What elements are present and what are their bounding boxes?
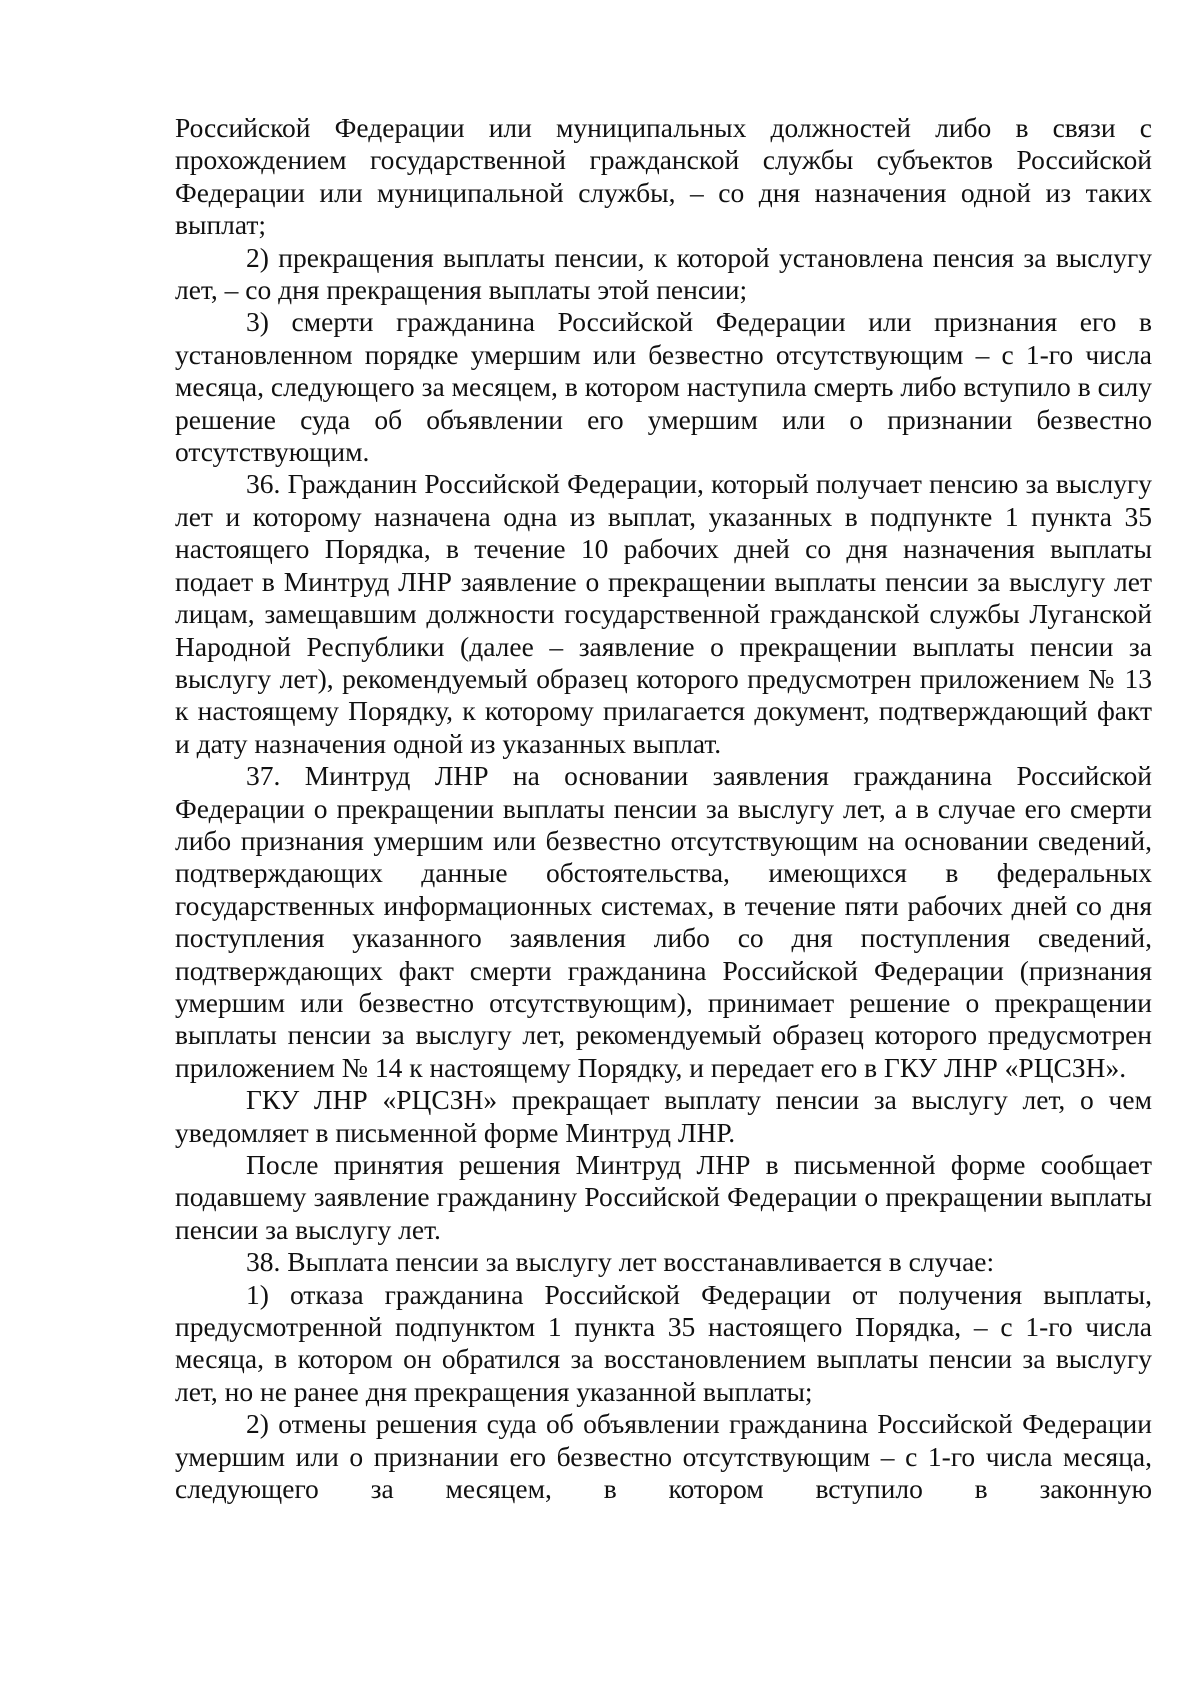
paragraph-mintrud-notice: После принятия решения Минтруд ЛНР в письменной форме сообщает подавшему заявление гражданину Российской Федерации о прекращении выплаты пенсии за выслугу лет. xyxy=(175,1149,1152,1245)
paragraph-continuation: Российской Федерации или муниципальных должностей либо в связи с прохождением государственной гражданской службы субъектов Российской Федерации или муниципальной службы, – со дня назначения одной из таких выплат; xyxy=(175,112,1152,241)
paragraph-item-36: 36. Гражданин Российской Федерации, который получает пенсию за выслугу лет и которому назначена одна из выплат, указанных в подпункте 1 пункта 35 настоящего Порядка, в течение 10 рабочих дней со дня назначения выплаты подает в Минтруд ЛНР заявление о прекращении выплаты пенсии за выслугу лет лицам, замещавшим должности государственной гражданской службы Луганской Народной Республики (далее – заявление о прекращении выплаты пенсии за выслугу лет), рекомендуемый образец которого предусмотрен приложением № 13 к настоящему Порядку, к которому прилагается документ, подтверждающий факт и дату назначения одной из указанных выплат. xyxy=(175,468,1152,759)
paragraph-item-38: 38. Выплата пенсии за выслугу лет восстанавливается в случае: xyxy=(246,1246,995,1278)
paragraph-subitem-2-court-cancel: 2) отмены решения суда об объявлении гражданина Российской Федерации умершим или о признании его безвестно отсутствующим – с 1-го числа месяца, следующего за месяцем, в котором вступило в законную xyxy=(175,1408,1152,1505)
paragraph-subitem-3-death: 3) смерти гражданина Российской Федерации или признания его в установленном порядке умершим или безвестно отсутствующим – с 1-го числа месяца, следующего за месяцем, в котором наступила смерть либо вступило в силу решение суда об объявлении его умершим или о признании безвестно отсутствующим. xyxy=(175,306,1152,468)
paragraph-subitem-1-refusal: 1) отказа гражданина Российской Федерации от получения выплаты, предусмотренной подпунктом 1 пункта 35 настоящего Порядка, – с 1-го числа месяца, в котором он обратился за восстановлением выплаты пенсии за выслугу лет, но не ранее дня прекращения указанной выплаты; xyxy=(175,1278,1152,1407)
paragraph-gku-notice: ГКУ ЛНР «РЦСЗН» прекращает выплату пенсии за выслугу лет, о чем уведомляет в письменной форме Минтруд ЛНР. xyxy=(175,1084,1152,1148)
document-body xyxy=(175,112,1152,1505)
paragraph-item-37: 37. Минтруд ЛНР на основании заявления гражданина Российской Федерации о прекращении выплаты пенсии за выслугу лет, а в случае его смерти либо признания умершим или безвестно отсутствующим на основании сведений, подтверждающих данные обстоятельства, имеющихся в федеральных государственных информационных системах, в течение пяти рабочих дней со дня поступления указанного заявления либо со дня поступления сведений, подтверждающих факт смерти гражданина Российской Федерации (признания умершим или безвестно отсутствующим), принимает решение о прекращении выплаты пенсии за выслугу лет, рекомендуемый образец которого предусмотрен приложением № 14 к настоящему Порядку, и передает его в ГКУ ЛНР «РЦСЗН». xyxy=(175,760,1152,1083)
paragraph-subitem-2-pension-termination: 2) прекращения выплаты пенсии, к которой установлена пенсия за выслугу лет, – со дня прекращения выплаты этой пенсии; xyxy=(175,241,1152,306)
